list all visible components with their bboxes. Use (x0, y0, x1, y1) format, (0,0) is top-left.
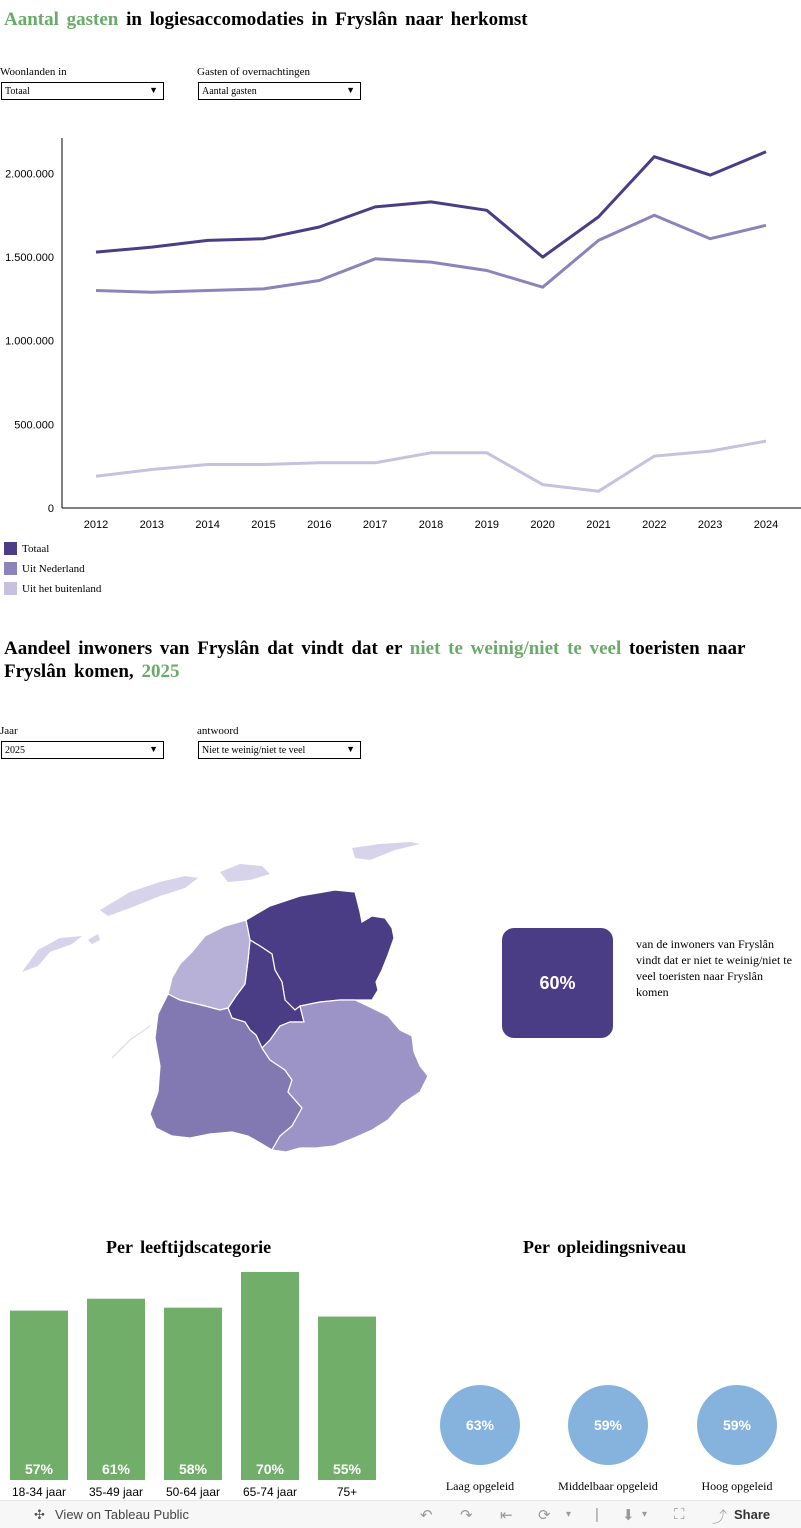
age-bar[interactable] (10, 1311, 68, 1480)
antwoord-select-value: Niet te weinig/niet te veel (202, 745, 306, 756)
undo-icon[interactable]: ↶ (420, 1507, 433, 1524)
section2-title-part2: toeristen naar (621, 638, 746, 659)
y-tick-label: 1.500.000 (5, 252, 54, 265)
download-icon[interactable]: ⬇ (622, 1507, 635, 1524)
bar-value-label: 70% (255, 1461, 285, 1477)
x-tick-label: 2013 (139, 519, 165, 531)
x-tick-label: 2024 (753, 519, 779, 531)
dropdown-arrow-icon: ▼ (346, 85, 355, 95)
education-circle[interactable]: 59% (697, 1385, 777, 1465)
y-tick-label: 1.000.000 (5, 335, 54, 348)
dropdown-arrow-icon: ▼ (346, 744, 355, 754)
section2-title-year: 2025 (141, 661, 180, 682)
education-chart-title: Per opleidingsniveau (523, 1237, 687, 1257)
map-island[interactable] (220, 864, 270, 882)
kpi-value: 60% (539, 972, 576, 993)
x-tick-label: 2015 (251, 519, 276, 531)
revert-icon[interactable]: ⇤ (500, 1507, 513, 1524)
bar-category-label: 65-74 jaar (242, 1485, 298, 1499)
education-label: Laag opgeleid (445, 1479, 515, 1493)
map-island[interactable] (352, 842, 420, 860)
age-bar[interactable] (241, 1272, 299, 1480)
education-label: Hoog opgeleid (701, 1479, 773, 1493)
section2-title-highlight: niet te weinig/niet te veel (409, 638, 622, 659)
x-tick-label: 2018 (418, 519, 444, 531)
age-bar[interactable] (164, 1308, 222, 1480)
age-bar[interactable] (318, 1317, 376, 1480)
filter-label-antwoord: antwoord (197, 725, 239, 737)
divider: | (595, 1506, 599, 1523)
legend-label: Uit Nederland (22, 563, 85, 575)
legend-swatch (4, 542, 17, 555)
bar-category-label: 50-64 jaar (165, 1485, 221, 1499)
bar-value-label: 57% (24, 1461, 54, 1477)
map-island[interactable] (100, 876, 198, 916)
education-circle[interactable]: 59% (568, 1385, 648, 1465)
dropdown-arrow-icon: ▼ (149, 744, 158, 754)
bar-category-label: 35-49 jaar (88, 1485, 144, 1499)
x-tick-label: 2017 (362, 519, 388, 531)
x-tick-label: 2023 (697, 519, 723, 531)
x-tick-label: 2022 (642, 519, 667, 531)
filter-label-gasten: Gasten of overnachtingen (197, 66, 311, 78)
age-chart-title: Per leeftijdscategorie (106, 1237, 272, 1257)
legend-swatch (4, 582, 17, 595)
x-tick-label: 2021 (586, 519, 611, 531)
legend-swatch (4, 562, 17, 575)
tableau-logo-icon: ✣ (34, 1507, 45, 1522)
map-island[interactable] (22, 936, 82, 972)
series-line-totaal[interactable] (96, 152, 766, 257)
jaar-select-value: 2025 (5, 745, 25, 756)
view-on-tableau-link[interactable]: View on Tableau Public (55, 1507, 189, 1522)
download-dropdown-icon[interactable]: ▾ (642, 1509, 648, 1520)
jaar-select[interactable] (1, 741, 164, 759)
kpi-box (502, 928, 613, 1038)
legend-label: Uit het buitenland (22, 583, 102, 595)
bar-value-label: 55% (332, 1461, 362, 1477)
education-circle[interactable]: 63% (440, 1385, 520, 1465)
section2-title-part1: Aandeel inwoners van Fryslân dat vindt dat er (4, 638, 410, 659)
x-tick-label: 2014 (195, 519, 220, 531)
y-tick-label: 0 (47, 503, 54, 515)
age-bar-chart (0, 1260, 390, 1500)
refresh-icon[interactable]: ⟳ (538, 1507, 551, 1524)
refresh-dropdown-icon[interactable]: ▾ (566, 1509, 572, 1520)
bar-value-label: 61% (101, 1461, 131, 1477)
filter-label-jaar: Jaar (0, 725, 18, 737)
x-tick-label: 2020 (530, 519, 555, 531)
antwoord-select[interactable] (198, 741, 361, 759)
dropdown-arrow-icon: ▼ (149, 85, 158, 95)
kpi-description: van de inwoners van Fryslân vindt dat er niet te weinig/niet te veel toeristen naar Fryslân komen (636, 937, 792, 999)
line-chart (0, 130, 801, 540)
share-button[interactable]: Share (734, 1507, 771, 1522)
bar-value-label: 58% (178, 1461, 208, 1477)
gasten-select[interactable] (198, 82, 361, 100)
x-tick-label: 2012 (83, 519, 109, 531)
woonlanden-select-value: Totaal (5, 86, 30, 97)
redo-icon[interactable]: ↷ (460, 1507, 473, 1524)
x-tick-label: 2016 (307, 519, 332, 531)
tableau-footer (0, 1500, 801, 1528)
woonlanden-select[interactable] (1, 82, 164, 100)
fullscreen-icon[interactable]: ⛶ (674, 1506, 685, 1523)
y-tick-label: 2.000.000 (5, 168, 54, 181)
section2-title (4, 637, 745, 683)
fryslan-map (0, 830, 470, 1170)
series-line-uit-het-buitenland[interactable] (96, 441, 766, 491)
map-island[interactable] (88, 934, 100, 944)
age-bar[interactable] (87, 1299, 145, 1480)
x-tick-label: 2019 (474, 519, 500, 531)
y-tick-label: 500.000 (14, 419, 54, 432)
filter-label-woonlanden: Woonlanden in (0, 66, 67, 78)
title-rest: in logiesaccomodaties in Fryslân naar herkomst (118, 9, 528, 30)
bar-category-label: 18-34 jaar (11, 1485, 67, 1499)
series-line-uit-nederland[interactable] (96, 215, 766, 292)
title-highlight: Aantal gasten (4, 9, 119, 30)
education-label: Middelbaar opgeleid (558, 1479, 658, 1493)
section2-title-line2: Fryslân komen, (4, 661, 142, 682)
bar-category-label: 75+ (336, 1485, 358, 1499)
legend-label: Totaal (22, 543, 50, 555)
chart-title (4, 8, 528, 31)
gasten-select-value: Aantal gasten (202, 86, 257, 97)
share-icon[interactable]: ⤴ (712, 1509, 728, 1526)
